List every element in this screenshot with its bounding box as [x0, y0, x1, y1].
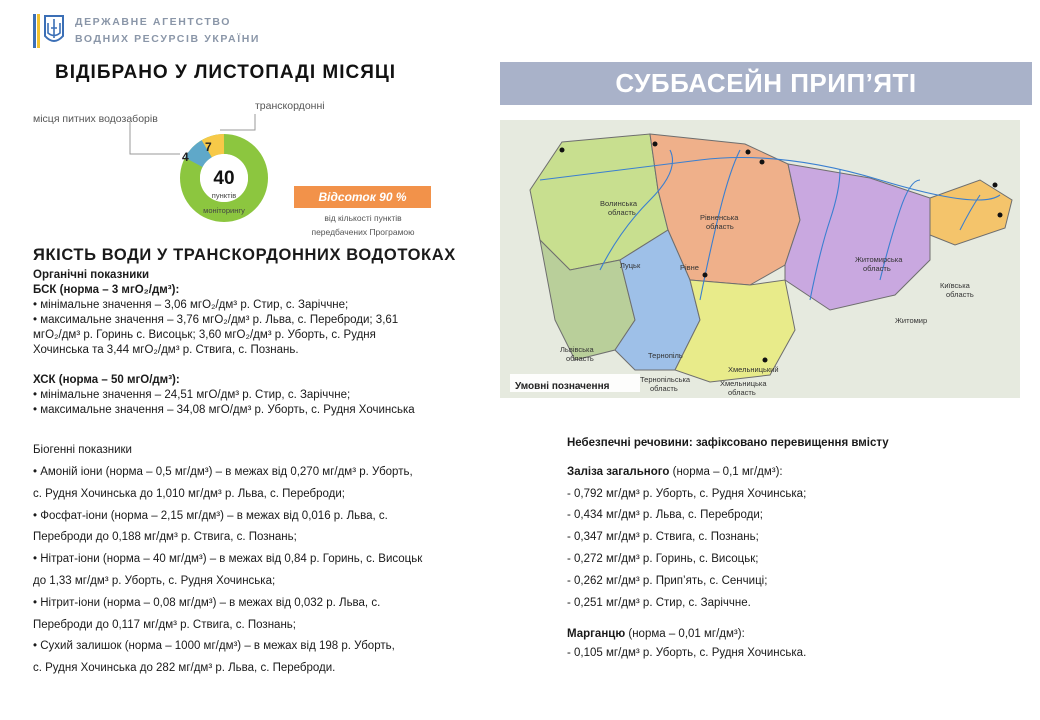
- agency-name-line2: ВОДНИХ РЕСУРСІВ УКРАЇНИ: [75, 33, 261, 45]
- basin-map: [500, 120, 1020, 398]
- hsk-title: ХСК (норма – 50 мгО/дм³):: [33, 374, 180, 386]
- map-label-ternopil-2: область: [650, 384, 678, 393]
- map-label-khmelnytskyi-city: Хмельницький: [728, 365, 779, 374]
- water-quality-heading: ЯКІСТЬ ВОДИ У ТРАНСКОРДОННИХ ВОДОТОКАХ: [33, 246, 456, 264]
- monitoring-point: [653, 142, 658, 147]
- basin-map-svg: [500, 120, 1020, 398]
- map-label-lviv: Львівська: [560, 345, 594, 354]
- donut-total-caption-1: пунктів: [211, 191, 237, 200]
- agency-name-line1: ДЕРЖАВНЕ АГЕНТСТВО: [75, 16, 232, 28]
- manganese-heading: [567, 624, 1007, 646]
- map-label-ternopil: Тернопільська: [640, 375, 691, 384]
- monitoring-point: [760, 160, 765, 165]
- iron-heading: [567, 462, 1007, 484]
- donut-total: 40: [213, 168, 235, 189]
- iron-norm: (норма – 0,1 мг/дм³):: [669, 465, 783, 478]
- biogenic-line: • Фосфат-іони (норма – 2,15 мг/дм³) – в межах від 0,016 р. Льва, с.: [33, 509, 388, 522]
- bsk-line-3: мгО₂/дм³ р. Горинь с. Висоцьк; 3,60 мгО₂/дм³ р. Уборть, с. Рудня: [33, 329, 376, 341]
- map-label-volyn-2: область: [608, 208, 636, 217]
- subbasin-banner: [500, 62, 1032, 105]
- biogenic-line: до 1,33 мг/дм³ р. Уборть, с. Рудня Хочинська;: [33, 574, 276, 587]
- agency-name: [75, 14, 260, 48]
- manganese-line: - 0,105 мг/дм³ р. Уборть, с. Рудня Хочинська.: [567, 647, 807, 660]
- label-drinking-intakes: місця питних водозаборів: [33, 113, 158, 125]
- map-label-zhytomyr: Житомирська: [855, 255, 903, 264]
- biogenic-line: с. Рудня Хочинська до 1,010 мг/дм³ р. Льва, с. Переброди;: [33, 487, 345, 500]
- biogenic-line: • Нітрат-іони (норма – 40 мг/дм³) – в межах від 0,84 р. Горинь, с. Висоцьк: [33, 553, 423, 566]
- agency-logo: [33, 10, 73, 54]
- map-label-ternopil-city: Тернопіль: [648, 351, 683, 360]
- organic-title: Органічні показники: [33, 269, 150, 281]
- bsk-line-2: • максимальне значення – 3,76 мгО₂/дм³ р. Льва, с. Переброди; 3,61: [33, 314, 399, 326]
- monitoring-point: [703, 273, 708, 278]
- monitoring-point: [560, 148, 565, 153]
- donut-transboundary-count: 7: [205, 140, 212, 154]
- bsk-title: БСК (норма – 3 мгО₂/дм³):: [33, 284, 180, 296]
- map-label-khmelnytskyi: Хмельницька: [720, 379, 767, 388]
- percent-note: [300, 211, 426, 239]
- map-label-rivne: Рівненська: [700, 213, 739, 222]
- donut-drinking-count: 4: [182, 150, 189, 164]
- iron-line: - 0,434 мг/дм³ р. Льва, с. Переброди;: [567, 509, 763, 522]
- bsk-line-1: • мінімальне значення – 3,06 мгО₂/дм³ р. Стир, с. Заріччне;: [33, 299, 349, 311]
- percent-note-line2: передбачених Програмою: [311, 227, 415, 237]
- hazardous-substances: [567, 433, 1007, 660]
- map-label-khmelnytskyi-2: область: [728, 388, 756, 397]
- monitoring-point: [746, 150, 751, 155]
- bsk-line-4: Хочинська та 3,44 мгО₂/дм³ р. Ствига, с. Познань.: [33, 344, 299, 356]
- map-label-kyiv-2: область: [946, 290, 974, 299]
- map-label-lutsk: Луцьк: [620, 261, 641, 270]
- biogenic-line: Переброди до 0,117 мг/дм³ р. Ствига, с. Познань;: [33, 618, 296, 631]
- iron-line: - 0,272 мг/дм³ р. Горинь, с. Висоцьк;: [567, 552, 759, 565]
- map-legend-label: Умовні позначення: [515, 381, 610, 392]
- manganese-norm: (норма – 0,01 мг/дм³):: [625, 628, 745, 641]
- biogenic-title: Біогенні показники: [33, 444, 132, 456]
- map-label-zhytomyr-city: Житомир: [895, 316, 928, 325]
- organic-indicators: [33, 268, 493, 418]
- hsk-line-1: • мінімальне значення – 24,51 мгО/дм³ р. Стир, с. Заріччне;: [33, 389, 351, 401]
- iron-line: - 0,251 мг/дм³ р. Стир, с. Заріччне.: [567, 596, 751, 609]
- biogenic-line: с. Рудня Хочинська до 282 мг/дм³ р. Льва, с. Переброди.: [33, 662, 336, 675]
- monitoring-point: [763, 358, 768, 363]
- map-label-volyn: Волинська: [600, 199, 637, 208]
- percent-note-line1: від кількості пунктів: [324, 213, 402, 223]
- map-label-rivne-2: область: [706, 222, 734, 231]
- map-label-zhytomyr-2: область: [863, 264, 891, 273]
- percent-badge: Відсоток 90 %: [294, 186, 431, 208]
- biogenic-indicators: [33, 444, 513, 680]
- iron-line: - 0,347 мг/дм³ р. Ствига, с. Познань;: [567, 531, 759, 544]
- biogenic-line: • Нітрит-іони (норма – 0,08 мг/дм³) – в межах від 0,032 р. Льва, с.: [33, 596, 381, 609]
- hsk-line-2: • максимальне значення – 34,08 мгО/дм³ р. Уборть, с. Рудня Хочинська: [33, 404, 415, 416]
- monitoring-point: [993, 183, 998, 188]
- label-transboundary: транскордонні: [255, 100, 325, 112]
- map-label-rivne-city: Рівне: [680, 263, 699, 272]
- map-label-lviv-2: область: [566, 354, 594, 363]
- monitoring-point: [998, 213, 1003, 218]
- donut-total-caption-2: моніторингу: [203, 206, 245, 215]
- biogenic-line: Переброди до 0,188 мг/дм³ р. Ствига, с. Познань;: [33, 531, 297, 544]
- banner-title: СУББАСЕЙН ПРИП’ЯТІ: [615, 68, 917, 98]
- biogenic-line: • Амоній іони (норма – 0,5 мг/дм³) – в межах від 0,270 мг/дм³ р. Уборть,: [33, 466, 413, 478]
- manganese-title: Марганцю: [567, 628, 626, 641]
- biogenic-line: • Сухий залишок (норма – 1000 мг/дм³) – в межах від 198 р. Уборть,: [33, 640, 395, 653]
- section-title: ВІДІБРАНО У ЛИСТОПАДІ МІСЯЦІ: [55, 62, 397, 83]
- iron-title: Заліза загального: [567, 465, 670, 478]
- map-label-kyiv: Київська: [940, 281, 970, 290]
- hazardous-title: Небезпечні речовини: зафіксовано перевищення вмісту: [567, 437, 889, 449]
- iron-line: - 0,262 мг/дм³ р. Прип’ять, с. Сенчиці;: [567, 574, 768, 587]
- iron-line: - 0,792 мг/дм³ р. Уборть, с. Рудня Хочинська;: [567, 487, 807, 500]
